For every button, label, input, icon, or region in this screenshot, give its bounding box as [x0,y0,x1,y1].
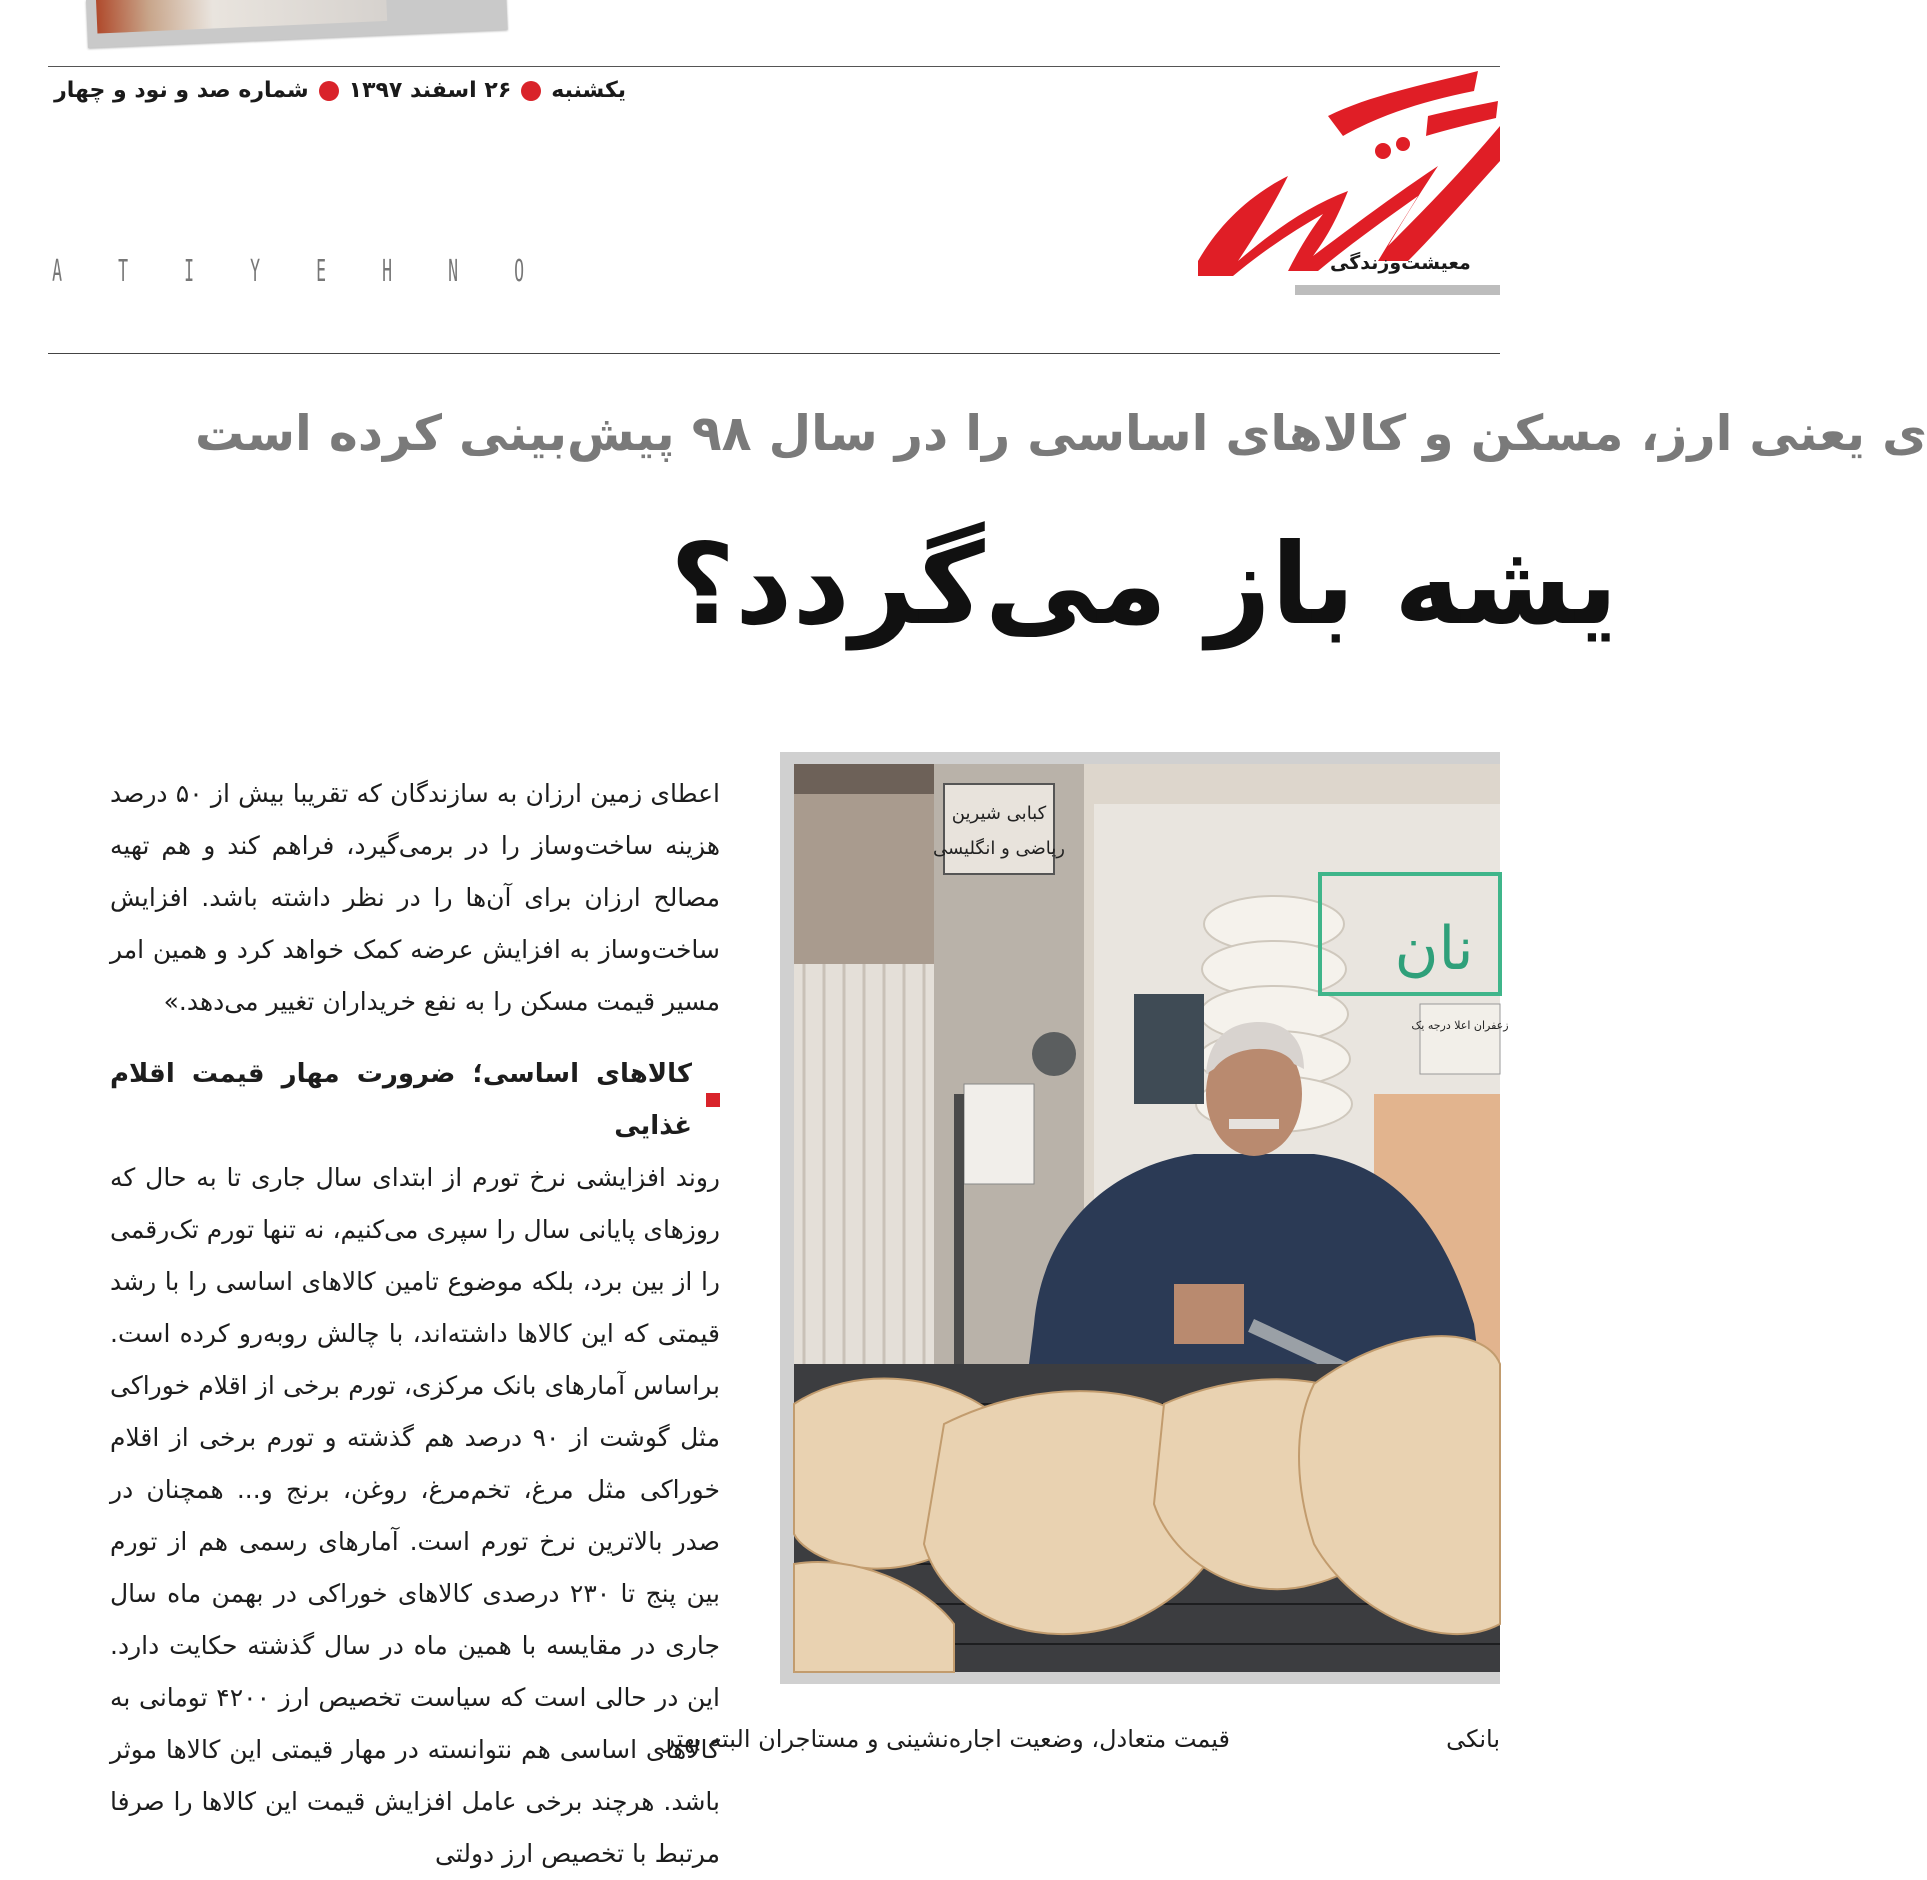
article-headline-text: یشه باز می‌گردد؟ [670,520,1618,650]
section-heading [110,1048,720,1152]
photo-sign-top: کبابی شیرین [951,803,1047,824]
bakery-photo-image [794,764,1509,1672]
section-divider [48,353,1500,354]
photo-notice: زعفران اعلا درجه یک [1411,1019,1509,1032]
spaced-letter: H [381,253,392,289]
article-body [110,768,720,1880]
dateline-dot-icon [319,81,339,101]
red-square-icon [706,1093,720,1107]
photo-shop-sign: نان [1394,914,1474,984]
section-heading-text: کالاهای اساسی؛ ضرورت مهار قیمت اقلام غذایی [110,1059,692,1141]
spaced-letter: N [447,253,458,289]
dateline-day: یکشنبه [551,78,626,103]
spaced-letter: E [316,253,326,289]
top-photo-frame [86,0,508,48]
article-paragraph: روند افزایشی نرخ تورم از ابتدای سال جاری تا به حال که روزهای پایانی سال را سپری می‌کنیم، نه تنها تورم تک‌رقمی را از بین برد، بلکه موضوع تامین کالاهای اساسی را با رشد قیمتی که این کالاها داشته‌اند، با چالش روبه‌رو کرده است. براساس آمارهای بانک مرکزی، تورم برخی از اقلام خوراکی مثل گوشت از ۹۰ درصد هم گذشته و تورم برخی از اقلام خوراکی مثل مرغ، تخم‌مرغ، روغن، برنج و... همچنان در صدر بالاترین نرخ تورم است. آمارهای رسمی هم از تورم بین پنج تا ۲۳۰ درصدی کالاهای خوراکی در بهمن ماه سال جاری در مقایسه با همین ماه در سال گذشته حکایت دارد. این در حالی است که سیاست تخصیص ارز ۴۲۰۰ تومانی به کالاهای اساسی هم نتوانسته در مهار قیمتی این کالاها موثر باشد. هرچند برخی عامل افزایش قیمت این کالاها را صرفا مرتبط با تخصیص ارز دولتی [110,1163,720,1868]
dateline-issue: شماره صد و نود و چهار [54,78,309,103]
dateline-date: ۲۶ اسفند ۱۳۹۷ [348,78,512,103]
article-headline [670,520,1618,690]
bakery-photo [780,752,1509,1684]
logo-underline [1295,285,1500,295]
spaced-letter: T [118,253,128,289]
bottom-column-text: قیمت متعادل، وضعیت اجاره‌نشینی و مستاجران البته بهتر [663,1725,1230,1753]
spaced-letter: Y [250,253,260,289]
dateline [54,78,626,103]
spaced-letters [48,254,528,288]
top-photo-image [96,0,387,34]
bottom-text-strip [663,1725,1500,1763]
article-subheadline-text: ی یعنی ارز، مسکن و کالاهای اساسی را در سال ۹۸ پیش‌بینی کرده است [195,405,1927,462]
article-subheadline [195,405,1927,475]
spaced-letter: O [513,253,524,289]
spaced-letter: I [184,253,194,289]
bottom-column-text: بانکی [1446,1725,1500,1753]
dateline-dot-icon [521,81,541,101]
spaced-letter: A [52,253,62,289]
article-paragraph: اعطای زمین ارزان به سازندگان که تقریبا بیش از ۵۰ درصد هزینه ساخت‌وساز را در برمی‌گیرد، فراهم کند و هم تهیه مصالح ارزان برای آن‌ها را در نظر داشته باشد. افزایش ساخت‌وساز به افزایش عرضه کمک خواهد کرد و همین امر مسیر قیمت مسکن را به نفع خریداران تغییر می‌دهد.» [110,779,720,1016]
photo-sign-top2: ریاضی و انگلیسی [932,838,1066,859]
logo-subtitle: معیشت‌وزندگی [1330,252,1471,274]
